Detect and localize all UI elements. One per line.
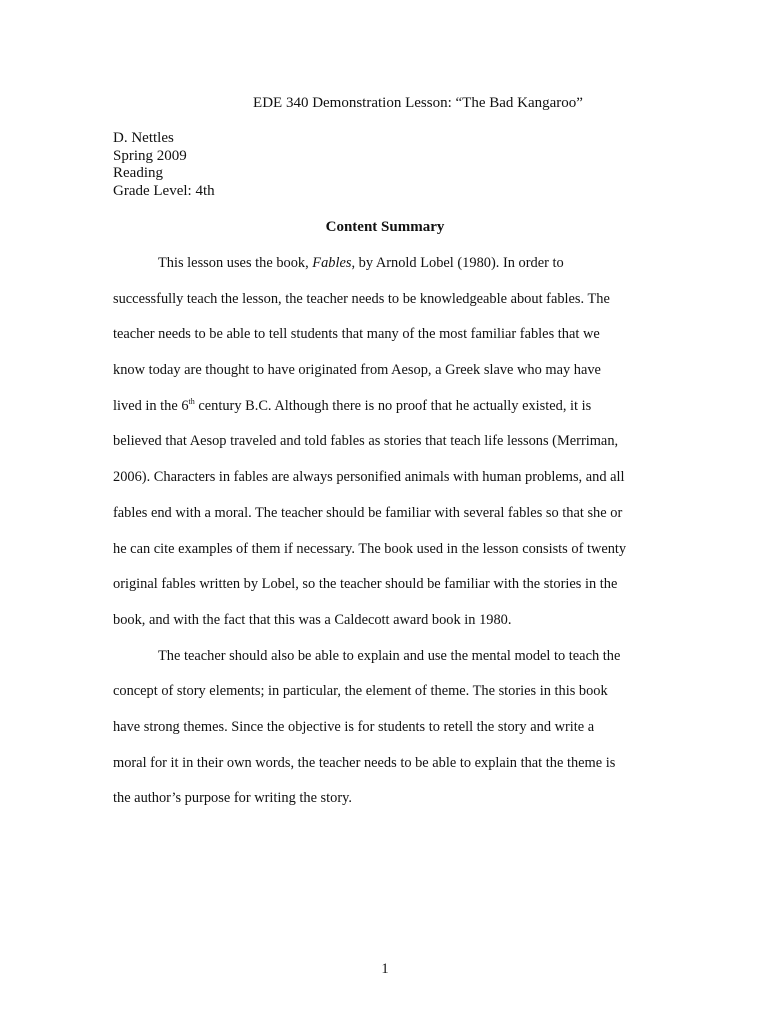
meta-subject: Reading: [113, 165, 163, 182]
paragraph-line: the author’s purpose for writing the story.: [113, 790, 352, 807]
paragraph-line: have strong themes. Since the objective is for students to retell the story and write a: [113, 718, 595, 735]
paragraph-line: know today are thought to have originated from Aesop, a Greek slave who may have: [113, 362, 601, 379]
line-text: , by Arnold Lobel (1980). In order to: [351, 255, 564, 271]
paragraph-line: believed that Aesop traveled and told fables as stories that teach life lessons (Merriman,: [113, 433, 619, 450]
paragraph-line: he can cite examples of them if necessary. The book used in the lesson consists of twenty: [113, 540, 627, 557]
ordinal-suffix: th: [188, 396, 195, 406]
content-body: [113, 254, 658, 825]
section-heading: Content Summary: [325, 219, 445, 235]
paragraph-line: original fables written by Lobel, so the teacher should be familiar with the stories in the: [113, 576, 618, 593]
line-text: century B.C. Although there is no proof that he actually existed, it is: [194, 397, 592, 414]
document-title: EDE 340 Demonstration Lesson: “The Bad Kangaroo”: [253, 95, 583, 111]
paragraph-line: [113, 254, 658, 290]
page-number: 1: [381, 961, 389, 977]
paragraph-line: book, and with the fact that this was a Caldecott award book in 1980.: [113, 611, 512, 628]
line-text: This lesson uses the book,: [158, 255, 313, 271]
paragraph-line: [113, 397, 658, 433]
paragraph-line: moral for it in their own words, the teacher needs to be able to explain that the theme is: [113, 754, 616, 771]
meta-term: Spring 2009: [113, 147, 187, 164]
paragraph-line: fables end with a moral. The teacher should be familiar with several fables so that she or: [113, 504, 623, 521]
paragraph-line: 2006). Characters in fables are always personified animals with human problems, and all: [113, 469, 625, 486]
paragraph-line: concept of story elements; in particular, the element of theme. The stories in this book: [113, 683, 608, 700]
paragraph-line: successfully teach the lesson, the teacher needs to be knowledgeable about fables. The: [113, 290, 610, 307]
meta-grade: Grade Level: 4th: [113, 183, 215, 200]
line-text: lived in the 6: [113, 397, 189, 414]
paragraph-line: The teacher should also be able to explain and use the mental model to teach the: [158, 647, 621, 664]
paragraph-line: teacher needs to be able to tell students that many of the most familiar fables that we: [113, 326, 600, 343]
document-meta: [113, 130, 215, 201]
meta-author: D. Nettles: [113, 130, 174, 146]
book-title: Fables: [312, 255, 352, 271]
